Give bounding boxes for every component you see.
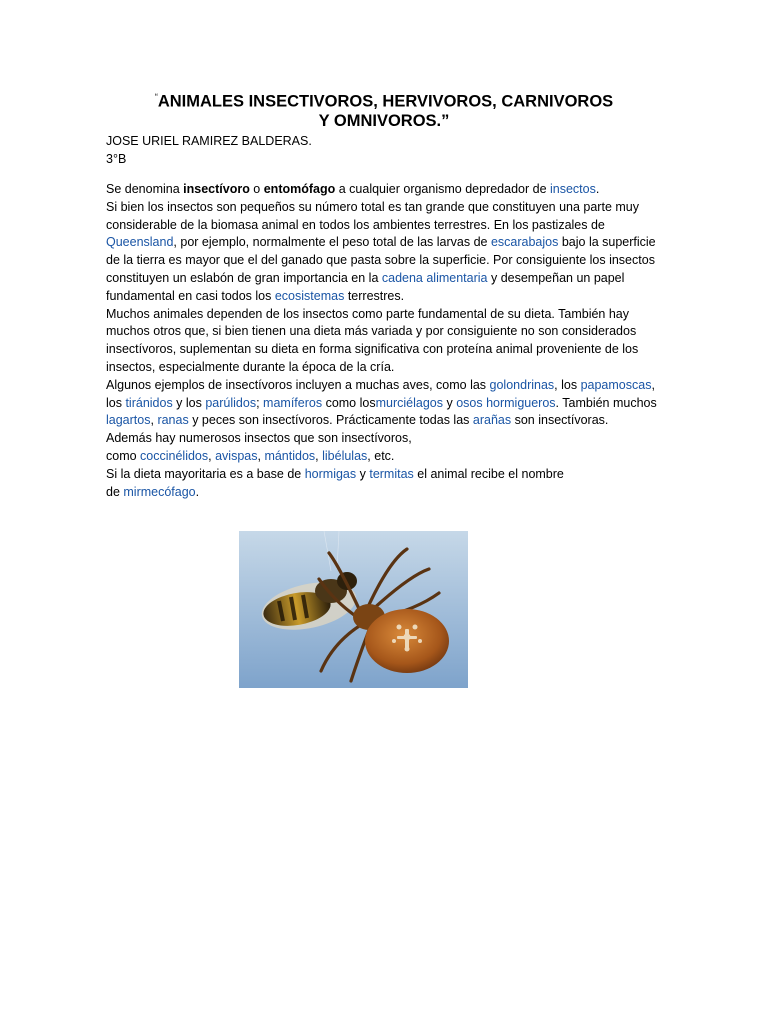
body-text bbox=[106, 181, 662, 501]
text-span: , los bbox=[106, 377, 655, 410]
title-open-quote: “ bbox=[154, 92, 158, 102]
paragraph-biomass bbox=[106, 199, 662, 306]
text-span: . bbox=[195, 484, 200, 499]
bold-term-insectivoro: insectívoro bbox=[183, 182, 250, 196]
author-grade: 3°B bbox=[106, 152, 127, 166]
link-queensland[interactable]: Queensland bbox=[106, 235, 174, 250]
text-span: , bbox=[257, 448, 265, 463]
text-span: el animal recibe el nombre bbox=[413, 466, 564, 481]
link-coccinelidos[interactable]: coccinélidos bbox=[140, 448, 209, 463]
link-aranas[interactable]: arañas bbox=[472, 413, 512, 428]
paragraph-examples bbox=[106, 377, 662, 430]
text-span: , bbox=[150, 413, 158, 428]
text-span: de bbox=[106, 484, 124, 499]
link-mantidos[interactable]: mántidos bbox=[264, 448, 316, 463]
paragraph-diet: Muchos animales dependen de los insectos como parte fundamental de su dieta. También hay muchos otros que, si bien tienen una dieta más variada y por consiguiente no son considerados insectívoros, suplementan su dieta en forma significativa con proteína animal proveniente de los insectos, especialmente durante la época de la cría. bbox=[106, 306, 639, 374]
link-ecosistemas[interactable]: ecosistemas bbox=[274, 288, 345, 303]
link-parulidos[interactable]: parúlidos bbox=[205, 395, 257, 410]
text-span: bajo la superficie de la tierra es mayor que el del ganado que pasta sobre la superficie. Por consiguiente los insectos constituyen un eslabón de gran importancia en la bbox=[106, 235, 656, 285]
title-line-2: Y OMNIVOROS.” bbox=[318, 111, 450, 130]
link-escarabajos[interactable]: escarabajos bbox=[490, 235, 559, 250]
paragraph-mirmecofago bbox=[106, 466, 662, 502]
text-span: o bbox=[249, 182, 264, 196]
link-hormigas[interactable]: hormigas bbox=[304, 466, 357, 481]
bold-term-entomofago: entomófago bbox=[263, 182, 336, 196]
text-span: , por ejemplo, normalmente el peso total de las larvas de bbox=[173, 235, 491, 250]
text-span: y los bbox=[172, 395, 206, 410]
link-cadena-alimentaria[interactable]: cadena alimentaria bbox=[381, 270, 488, 285]
link-mamiferos[interactable]: mamíferos bbox=[263, 395, 323, 410]
text-span: , bbox=[315, 448, 323, 463]
text-span: Algunos ejemplos de insectívoros incluyen a muchas aves, como las bbox=[106, 377, 490, 392]
author-name: JOSE URIEL RAMIREZ BALDERAS. bbox=[106, 134, 312, 148]
link-libelulas[interactable]: libélulas bbox=[322, 448, 368, 463]
document-title bbox=[100, 88, 668, 131]
text-span: Además hay numerosos insectos que son insectívoros, bbox=[106, 431, 412, 446]
link-papamoscas[interactable]: papamoscas bbox=[580, 377, 652, 392]
text-span: son insectívoras. bbox=[511, 413, 609, 428]
text-span: , etc. bbox=[367, 448, 395, 463]
text-span: y bbox=[356, 466, 370, 481]
text-span: . bbox=[595, 182, 600, 196]
link-avispas[interactable]: avispas bbox=[215, 448, 258, 463]
title-line-1: ANIMALES INSECTIVOROS, HERVIVOROS, CARNIVOROS bbox=[157, 92, 614, 111]
text-span: , los bbox=[554, 377, 581, 392]
text-span: Si la dieta mayoritaria es a base de bbox=[106, 466, 305, 481]
paragraph-insects bbox=[106, 430, 662, 466]
text-span: , bbox=[208, 448, 216, 463]
link-lagartos[interactable]: lagartos bbox=[106, 413, 151, 428]
nowrap-group bbox=[473, 413, 609, 427]
text-span: . También muchos bbox=[555, 395, 657, 410]
spider-wasp-photo bbox=[239, 531, 468, 688]
text-span: ; bbox=[256, 395, 264, 410]
link-ranas[interactable]: ranas bbox=[157, 413, 189, 428]
text-span: a cualquier organismo depredador de bbox=[335, 182, 550, 196]
paragraph-definition bbox=[106, 181, 662, 199]
text-span: y bbox=[442, 395, 457, 410]
spider-photo-illustration bbox=[239, 531, 468, 688]
text-span: Se denomina bbox=[106, 182, 184, 196]
link-golondrinas[interactable]: golondrinas bbox=[489, 377, 555, 392]
link-termitas[interactable]: termitas bbox=[369, 466, 414, 481]
text-span: y peces son insectívoros. Prácticamente todas las bbox=[188, 413, 473, 428]
author-block bbox=[106, 132, 312, 168]
link-insectos[interactable]: insectos bbox=[550, 182, 596, 196]
text-span: terrestres. bbox=[344, 288, 405, 303]
text-span: Si bien los insectos son pequeños su número total es tan grande que constituyen una parte muy considerable de la biomasa animal en todos los ambientes terrestres. En los pastizales de bbox=[106, 199, 639, 232]
text-span: como los bbox=[322, 395, 376, 410]
link-murcielagos[interactable]: murciélagos bbox=[375, 395, 443, 410]
link-osos-hormigueros[interactable]: osos hormigueros bbox=[456, 395, 556, 410]
link-mirmecofago[interactable]: mirmecófago bbox=[123, 484, 196, 499]
link-tiranidos[interactable]: tiránidos bbox=[125, 395, 173, 410]
text-span: y desempeñan un papel fundamental en casi todos los bbox=[106, 270, 625, 303]
text-span: como bbox=[106, 448, 141, 463]
